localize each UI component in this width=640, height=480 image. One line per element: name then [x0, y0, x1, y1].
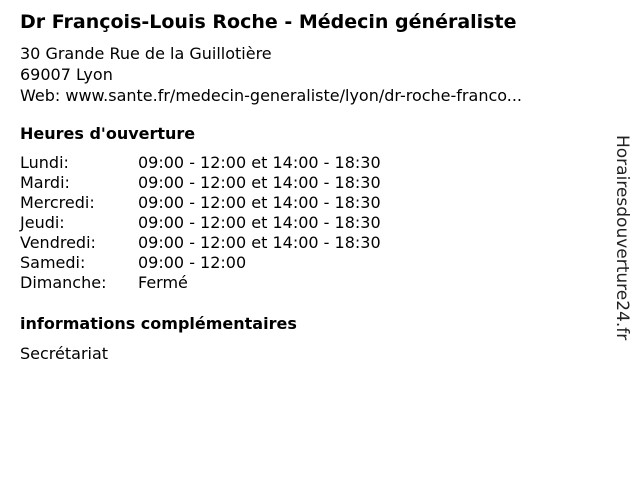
hours-row-samedi [20, 253, 381, 273]
day-label: Vendredi: [20, 233, 96, 252]
day-label: Dimanche: [20, 273, 107, 292]
address-street: 30 Grande Rue de la Guillotière [20, 44, 272, 63]
hours-value: 09:00 - 12:00 [138, 253, 247, 272]
opening-hours-heading: Heures d'ouverture [20, 124, 196, 143]
hours-row-vendredi [20, 233, 381, 253]
day-label: Mercredi: [20, 193, 95, 212]
day-label: Samedi: [20, 253, 86, 272]
hours-value: 09:00 - 12:00 et 14:00 - 18:30 [138, 233, 381, 252]
hours-value: 09:00 - 12:00 et 14:00 - 18:30 [138, 173, 381, 192]
site-watermark [612, 135, 636, 375]
day-label: Lundi: [20, 153, 69, 172]
hours-row-mardi [20, 173, 381, 193]
hours-row-mercredi [20, 193, 381, 213]
address-city: 69007 Lyon [20, 65, 113, 84]
page-title: Dr François-Louis Roche - Médecin généraliste [20, 11, 517, 33]
hours-value: 09:00 - 12:00 et 14:00 - 18:30 [138, 193, 381, 212]
additional-info-text: Secrétariat [20, 344, 109, 363]
additional-info-heading: informations complémentaires [20, 314, 297, 333]
hours-row-jeudi [20, 213, 381, 233]
day-label: Mardi: [20, 173, 70, 192]
hours-value: 09:00 - 12:00 et 14:00 - 18:30 [138, 153, 381, 172]
watermark-text: Horairesdouverture24.fr [612, 135, 632, 341]
address-block [20, 43, 522, 106]
hours-row-lundi [20, 153, 381, 173]
hours-row-dimanche [20, 273, 381, 293]
day-label: Jeudi: [20, 213, 65, 232]
opening-hours-table [20, 153, 381, 293]
website-link[interactable]: Web: www.sante.fr/medecin-generaliste/lyon/dr-roche-franco... [20, 86, 523, 105]
hours-value: 09:00 - 12:00 et 14:00 - 18:30 [138, 213, 381, 232]
hours-value: Fermé [138, 273, 188, 292]
